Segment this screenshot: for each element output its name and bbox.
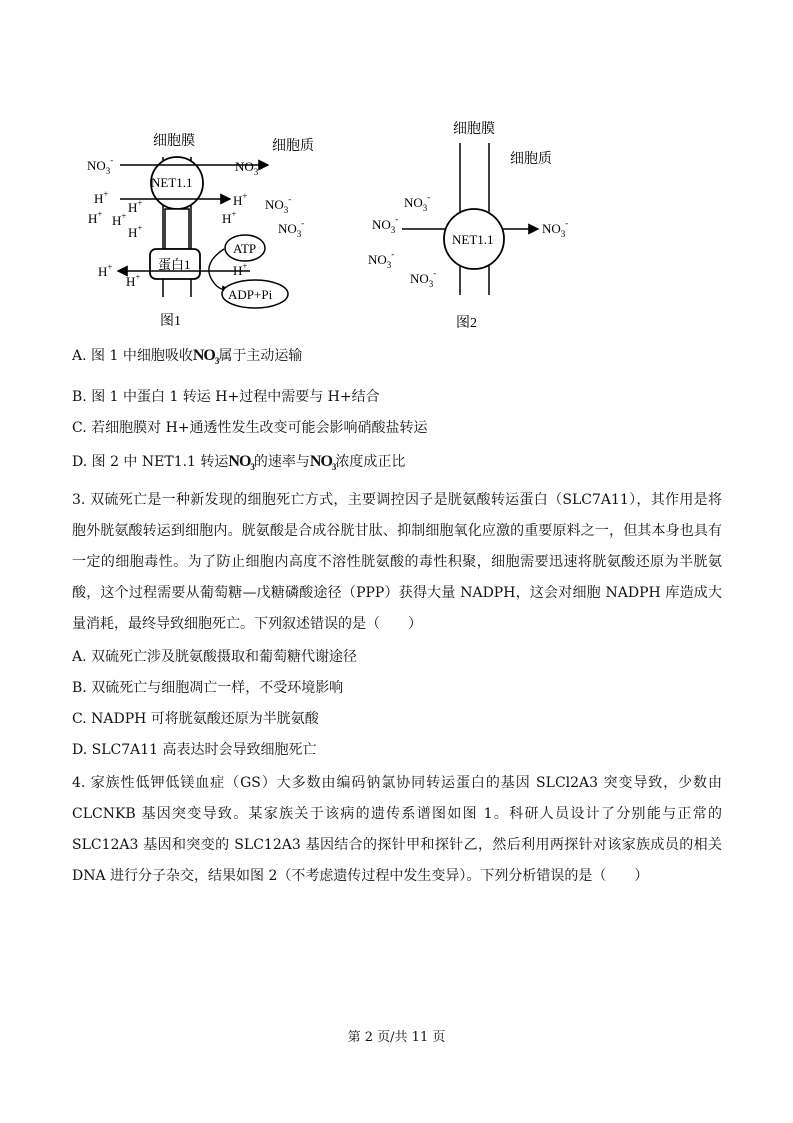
svg-text:NO3-: $NO_3^-$ bbox=[542, 218, 569, 239]
fig1-no3-left bbox=[87, 155, 113, 176]
fig1-protein1-label: 蛋白1 bbox=[158, 257, 191, 272]
q3-option-b: B. 双硫死亡与细胞凋亡一样，不受环境影响 bbox=[72, 680, 344, 696]
q3-stem: 3. 双硫死亡是一种新发现的细胞死亡方式，主要调控因子是胱氨酸转运蛋白（SLC7A11），其作用是将胞外胱氨酸转运到细胞内。胱氨酸是合成谷胱甘肽、抑制细胞氧化应激的重要原料之一，但其本身也具有一定的细胞毒性。为了防止细胞内高度不溶性胱氨酸的毒性积聚，细胞需要迅速将胱氨酸还原为半胱氨酸，这个过程需要从葡萄糖—戊糖磷酸途径（PPP）获得大量 NADPH，这会对细胞 NADPH 库造成大量消耗，最终导致细胞死亡。下列叙述错误的是（ ） bbox=[72, 492, 722, 632]
svg-text:H+: H+ bbox=[94, 189, 109, 206]
fig2-net11-label: NET1.1 bbox=[452, 232, 494, 247]
svg-text:NO3-: $NO_3^-$ bbox=[410, 268, 437, 289]
q4-stem: 4. 家族性低钾低镁血症（GS）大多数由编码钠氯协同转运蛋白的基因 SLCl2A3 突变导致，少数由 CLCNKB 基因突变导致。某家族关于该病的遗传系谱图如图 1。科研人员设计了分别能与正常的 SLC12A3 基因和突变的 SLC12A3 基因结合的探针甲和探针乙，然后利用两探针对该家族成员的相关 DNA 进行分子杂交，结果如图 2（不考虑遗传过程中发生变异）。下列分析错误的是（ ） bbox=[72, 775, 722, 884]
q2-option-b: B. 图 1 中蛋白 1 转运 H+过程中需要与 H+结合 bbox=[72, 389, 380, 405]
svg-text:NO3-: $NO_3^-$ bbox=[404, 192, 431, 213]
svg-text:H+: H+ bbox=[128, 223, 143, 240]
channel-connector bbox=[165, 209, 189, 249]
no3-formula: $NO_3$ bbox=[192, 347, 219, 367]
svg-text:H+: H+ bbox=[128, 198, 143, 215]
q3-option-a: A. 双硫死亡涉及胱氨酸摄取和葡萄糖代谢途径 bbox=[72, 649, 358, 665]
fig1-atp-label: ATP bbox=[233, 241, 257, 256]
q2-option-c: C. 若细胞膜对 H+通透性发生改变可能会影响硝酸盐转运 bbox=[72, 420, 428, 436]
fig1-membrane-label: 细胞膜 bbox=[153, 134, 195, 149]
svg-text:NO3-: $NO_3^-$ bbox=[265, 194, 292, 215]
fig1-no3-right-mid bbox=[265, 194, 291, 215]
no3-formula: $NO_3$ bbox=[309, 453, 336, 473]
fig2-cytoplasm-label: 细胞质 bbox=[510, 152, 552, 167]
fig2-caption: 图2 bbox=[456, 316, 477, 331]
q3-option-d: D. SLC7A11 高表达时会导致细胞死亡 bbox=[72, 742, 317, 758]
svg-text:H+: H+ bbox=[233, 261, 248, 278]
svg-text:NO3-: $NO_3^-$ bbox=[368, 249, 395, 270]
fig1-caption: 图1 bbox=[160, 314, 181, 329]
svg-text:NO3-: $NO_3^-$ bbox=[235, 156, 262, 177]
fig1-net11-label: NET1.1 bbox=[151, 175, 193, 190]
svg-text:H+: H+ bbox=[112, 211, 127, 228]
svg-text:NO3-: $NO_3^-$ bbox=[87, 155, 114, 176]
q2-option-a: A. 图 1 中细胞吸收$NO_3$属于主动运输 bbox=[72, 347, 303, 367]
svg-text:NO3-: $NO_3^-$ bbox=[372, 214, 399, 235]
fig1-adp-label: ADP+Pi bbox=[228, 287, 273, 302]
fig1-no3-right-low bbox=[278, 218, 304, 239]
svg-text:H+: H+ bbox=[126, 272, 141, 289]
figure-1 bbox=[80, 125, 340, 335]
fig1-cytoplasm-label: 细胞质 bbox=[272, 139, 314, 154]
svg-text:H+: H+ bbox=[88, 209, 103, 226]
q2-option-d: D. 图 2 中 NET1.1 转运$NO_3$的速率与$NO_3$浓度成正比 bbox=[72, 453, 406, 473]
fig1-no3-right-top bbox=[235, 156, 261, 177]
svg-text:NO3-: $NO_3^-$ bbox=[278, 218, 305, 239]
fig2-membrane-label: 细胞膜 bbox=[453, 122, 495, 137]
page-footer: 第 2 页/共 11 页 bbox=[347, 1030, 446, 1045]
svg-text:H+: H+ bbox=[98, 262, 113, 279]
svg-text:H+: H+ bbox=[233, 191, 248, 208]
no3-formula: $NO_3$ bbox=[228, 453, 254, 473]
q3-option-c: C. NADPH 可将胱氨酸还原为半胱氨酸 bbox=[72, 711, 319, 727]
svg-text:H+: H+ bbox=[222, 209, 237, 226]
figure-2 bbox=[360, 115, 590, 335]
